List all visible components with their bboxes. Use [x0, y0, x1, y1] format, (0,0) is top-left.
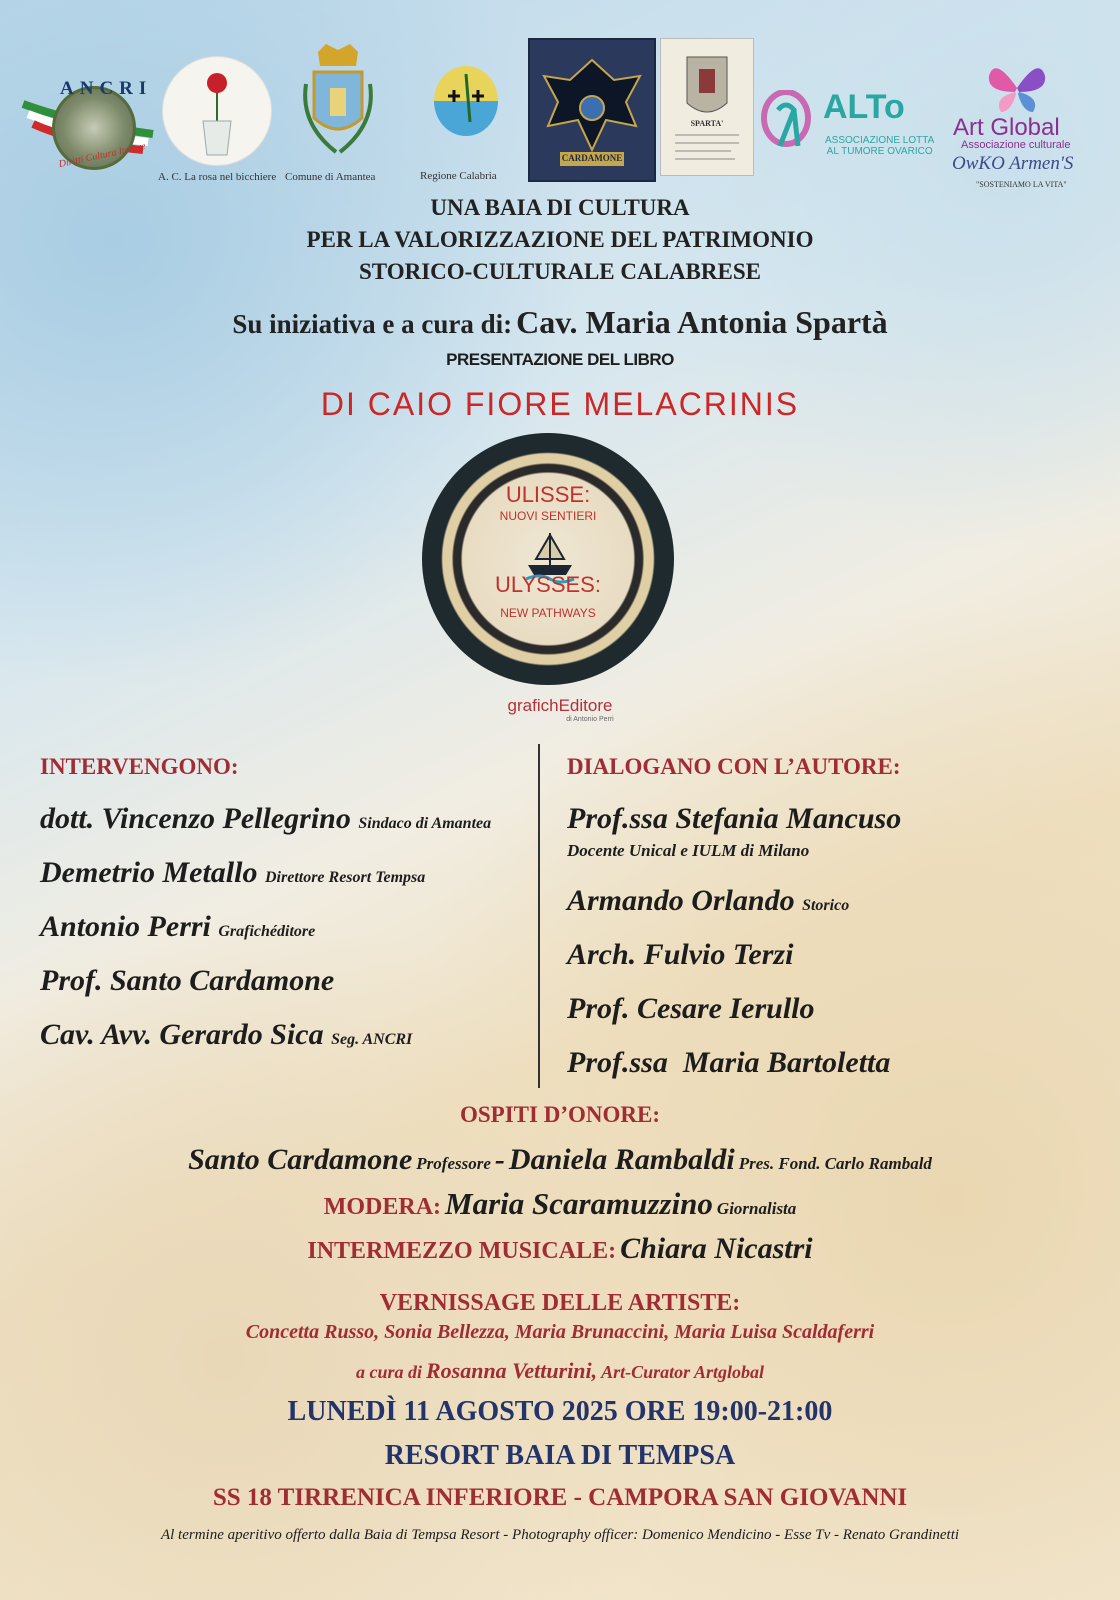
cardamone-logo [528, 38, 656, 182]
initiative-line [0, 304, 1120, 341]
book-title-en-1: ULYSSES: [495, 572, 601, 597]
speaker-left-5 [40, 1018, 412, 1052]
amantea-label: Comune di Amantea [285, 171, 376, 183]
sparta-label: SPARTA' [690, 119, 724, 128]
speaker-right-3 [567, 938, 793, 972]
presentation-label: PRESENTAZIONE DEL LIBRO [446, 350, 674, 369]
dialogano-title: DIALOGANO CON L’AUTORE: [567, 754, 901, 779]
ancri-motto: Diritti Cultura Iterare [57, 140, 147, 171]
vernissage-title: VERNISSAGE DELLE ARTISTE: [379, 1290, 741, 1316]
speaker-name: Arch. Fulvio Terzi [567, 938, 794, 971]
sparta-logo [660, 38, 754, 176]
initiative-prefix: Su iniziativa e a cura di: [232, 309, 513, 339]
curator-name: Rosanna Vetturini, [425, 1358, 598, 1383]
ospiti-title: OSPITI D’ONORE: [460, 1102, 660, 1127]
calabria-label: Regione Calabria [420, 170, 497, 182]
moderator-name: Maria Scaramuzzino [445, 1186, 713, 1221]
column-divider [538, 744, 540, 1088]
alto-title: ALTo [823, 88, 905, 126]
speaker-left-3 [40, 910, 315, 944]
ribbon-icon [758, 90, 814, 152]
speaker-right-4 [567, 992, 815, 1026]
artglobal-subtitle: Associazione culturale [961, 139, 1071, 151]
musician-name: Chiara Nicastri [620, 1232, 813, 1265]
intervengono-title: INTERVENGONO: [40, 754, 239, 779]
speaker-name: Demetrio Metallo [40, 856, 258, 889]
header-line-2: PER LA VALORIZZAZIONE DEL PATRIMONIO [306, 227, 814, 252]
speaker-right-5 [567, 1046, 890, 1080]
event-date: LUNEDÌ 11 AGOSTO 2025 ORE 19:00-21:00 [287, 1396, 833, 1427]
speaker-left-1 [40, 802, 491, 836]
speaker-role: Storico [802, 897, 850, 914]
cardamone-label: CARDAMONE [561, 153, 623, 163]
speaker-role: Direttore Resort Tempsa [264, 869, 426, 886]
header-line-1: UNA BAIA DI CULTURA [430, 195, 690, 220]
speaker-right-2 [567, 884, 849, 918]
rose-logo [162, 56, 272, 166]
amantea-crest-icon [296, 44, 380, 164]
intermezzo-label: INTERMEZZO MUSICALE: [307, 1238, 617, 1264]
speaker-left-2 [40, 856, 425, 890]
speaker-name: Armando Orlando [567, 884, 795, 917]
book-title-it-1: ULISSE: [505, 482, 591, 507]
artglobal-tagline: "SOSTENIAMO LA VITA" [976, 180, 1067, 189]
speaker-name: Prof. Cesare Ierullo [567, 992, 815, 1025]
ospiti-line [0, 1143, 1120, 1177]
footer-note: Al termine aperitivo offerto dalla Baia di Tempsa Resort - Photography officer: Domenico Mendicino - Esse Tv - Renato Grandinetti [160, 1527, 960, 1543]
speaker-role: Grafichéditore [218, 923, 316, 940]
publisher-logo: grafichEditore [507, 696, 613, 715]
event-venue: RESORT BAIA DI TEMPSA [384, 1440, 736, 1471]
initiative-name: Cav. Maria Antonia Spartà [516, 304, 888, 340]
artglobal-title: Art Global [953, 114, 1060, 141]
event-address: SS 18 TIRRENICA INFERIORE - CAMPORA SAN GIOVANNI [212, 1484, 908, 1511]
alto-subtitle-1: ASSOCIAZIONE LOTTA [825, 135, 935, 146]
butterfly-icon [985, 62, 1049, 114]
book-title-it-2: NUOVI SENTIERI [499, 509, 597, 523]
intermezzo-line [0, 1232, 1120, 1266]
speaker-name: dott. Vincenzo Pellegrino [40, 802, 351, 835]
speaker-left-4 [40, 964, 334, 998]
speaker-name: Prof.ssa Maria Bartoletta [567, 1046, 891, 1079]
curator-role: Art-Curator Artglobal [601, 1362, 765, 1382]
curator-line [0, 1358, 1120, 1384]
modera-label: MODERA: [323, 1194, 442, 1220]
calabria-crosses-icon [434, 66, 498, 136]
speaker-role: Seg. ANCRI [331, 1031, 413, 1048]
alto-subtitle-2: AL TUMORE OVARICO [826, 146, 933, 157]
sparta-crest-icon [661, 39, 753, 175]
speaker-right-1-role: Docente Unical e IULM di Milano [567, 841, 810, 860]
guest-separator: - [494, 1143, 505, 1176]
calabria-emblem-icon [434, 66, 498, 136]
book-title-en-2: NEW PATHWAYS [500, 606, 596, 620]
alto-subtitle [825, 135, 934, 157]
guest-1-name: Santo Cardamone [188, 1143, 413, 1176]
rosa-label: A. C. La rosa nel bicchiere [158, 171, 277, 183]
curator-prefix: a cura di [355, 1362, 422, 1382]
moderator-role: Giornalista [716, 1199, 797, 1218]
speaker-name: Prof.ssa Stefania Mancuso [567, 802, 902, 835]
artglobal-brand: OwKO Armen'S [952, 153, 1074, 174]
vernissage-artists: Concetta Russo, Sonia Bellezza, Maria Brunaccini, Maria Luisa Scaldaferri [245, 1321, 875, 1343]
speaker-right-1 [567, 802, 901, 836]
book-author: DI CAIO FIORE MELACRINIS [320, 386, 800, 422]
publisher-sub: di Antonio Perri [566, 716, 614, 723]
rose-icon [163, 57, 271, 165]
header-line-3: STORICO-CULTURALE CALABRESE [359, 259, 761, 284]
guest-2-role: Pres. Fond. Carlo Rambald [738, 1154, 932, 1173]
ancri-name: ANCRI [60, 78, 153, 99]
speaker-role: Sindaco di Amantea [358, 815, 492, 832]
speaker-name: Antonio Perri [40, 910, 211, 943]
guest-1-role: Professore [416, 1154, 491, 1173]
guest-2-name: Daniela Rambaldi [508, 1143, 735, 1176]
speaker-name: Prof. Santo Cardamone [40, 964, 335, 997]
modera-line [0, 1186, 1120, 1222]
speaker-name: Cav. Avv. Gerardo Sica [40, 1018, 324, 1051]
